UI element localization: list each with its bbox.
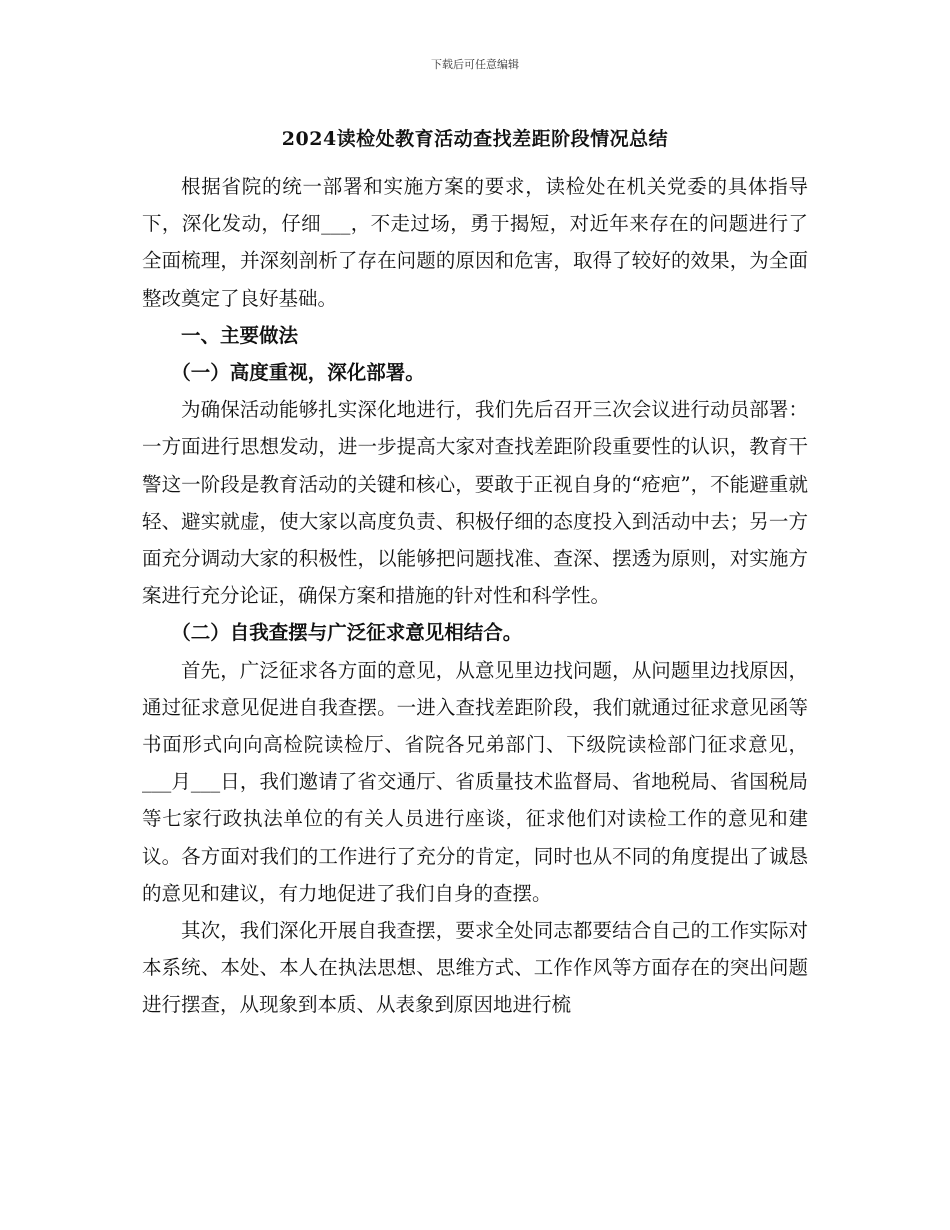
section-heading-main-practices: 一、主要做法 (181, 323, 299, 347)
paragraph-solicit-opinions: 首先，广泛征求各方面的意见，从意见里边找问题，从问题里边找原因，通过征求意见促进自我查摆。一进入查找差距阶段，我们就通过征求意见函等书面形式向向高检院读检厅、省院各兄弟部门、下级院读检部门征求意见，___月___日，我们邀请了省交通厅、省质量技术监督局、省地税局、省国税局等七家行政执法单位的有关人员进行座谈，征求他们对读检工作的意见和建议。各方面对我们的工作进行了充分的肯定，同时也从不同的角度提出了诚恳的意见和建议，有力地促进了我们自身的查摆。 (142, 658, 808, 905)
header-note: 下载后可任意编辑 (431, 58, 519, 71)
subsection-heading-2: （二）自我查摆与广泛征求意见相结合。 (171, 621, 523, 645)
paragraph-intro: 根据省院的统一部署和实施方案的要求，读检处在机关党委的具体指导下，深化发动，仔细___，不走过场，勇于揭短，对近年来存在的问题进行了全面梳理，并深刻剖析了存在问题的原因和危害，取得了较好的效果，为全面整改奠定了良好基础。 (142, 175, 808, 310)
document-title: 2024读检处教育活动查找差距阶段情况总结 (281, 128, 669, 150)
paragraph-deployment: 为确保活动能够扎实深化地进行，我们先后召开三次会议进行动员部署：一方面进行思想发动，进一步提高大家对查找差距阶段重要性的认识，教育干警这一阶段是教育活动的关键和核心，要敢于正视自身的“疮疤”，不能避重就轻、避实就虚，使大家以高度负责、积极仔细的态度投入到活动中去；另一方面充分调动大家的积极性，以能够把问题找准、查深、摆透为原则，对实施方案进行充分论证，确保方案和措施的针对性和科学性。 (142, 398, 808, 608)
document-body (142, 168, 808, 1024)
subsection-heading-1: （一）高度重视，深化部署。 (171, 361, 425, 385)
paragraph-self-examination: 其次，我们深化开展自我查摆，要求全处同志都要结合自己的工作实际对本系统、本处、本人在执法思想、思维方式、工作作风等方面存在的突出问题进行摆查，从现象到本质、从表象到原因地进行梳 (142, 919, 808, 1017)
